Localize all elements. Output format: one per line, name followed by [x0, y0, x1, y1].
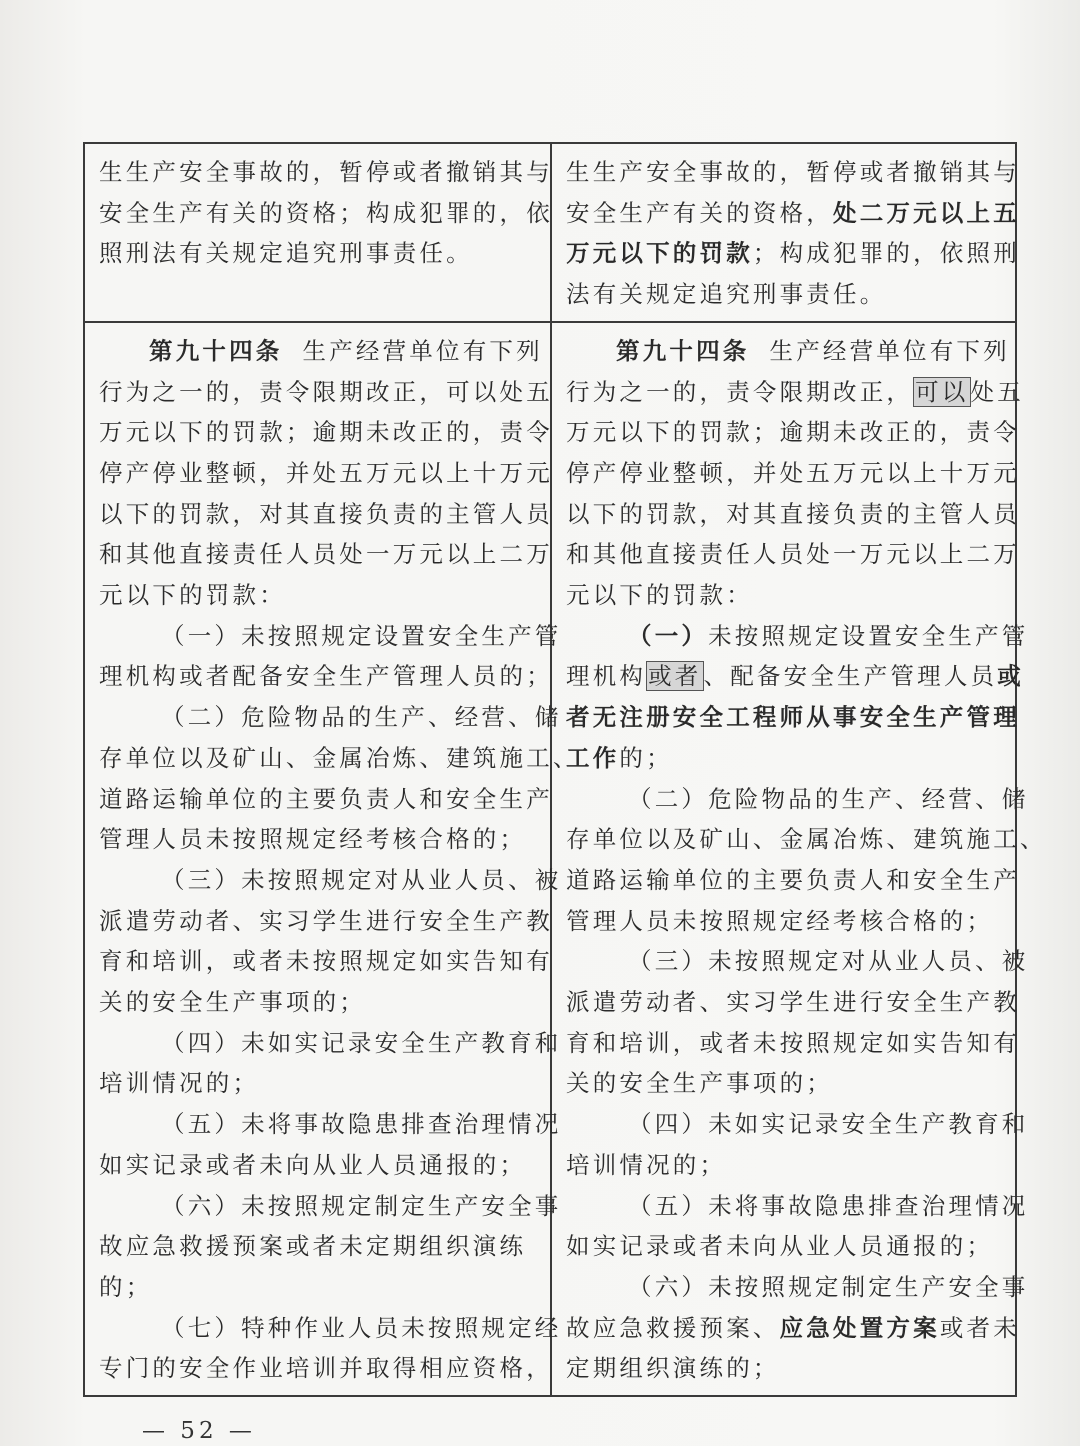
amended-text: 应急处置方案: [779, 1313, 940, 1342]
old-text-cell: [84, 143, 551, 322]
text-line: 理机构或者配备安全生产管理人员的；: [99, 662, 553, 691]
text-line: 照刑法有关规定追究刑事责任。: [99, 239, 473, 268]
text-line: [566, 193, 1020, 234]
comparison-table: [83, 142, 1047, 1397]
text-span: 安全生产有关的资格，: [566, 198, 833, 227]
text-line: 和其他直接责任人员处一万元以上二万: [99, 540, 553, 569]
text-line: （四）未如实记录安全生产教育和: [628, 1110, 1029, 1139]
highlighted-text: 可以: [915, 377, 969, 406]
text-line: 管理人员未按照规定经考核合格的；: [566, 906, 994, 935]
text-line: （二）危险物品的生产、经营、储: [628, 784, 1029, 813]
text-line: （二）危险物品的生产、经营、储: [161, 703, 562, 732]
text-line: 的；: [99, 1272, 153, 1301]
text-line: [566, 1308, 1020, 1349]
text-line: （一）未按照规定设置安全生产管: [161, 621, 562, 650]
text-span: 生产经营单位有下列: [302, 336, 543, 365]
table-row: [84, 322, 1016, 1396]
text-line: 行为之一的，责令限期改正，可以处五: [99, 377, 553, 406]
text-line: [566, 233, 1020, 274]
text-span: 、配备安全生产管理人员: [703, 662, 998, 691]
text-line: （七）特种作业人员未按照规定经: [161, 1313, 562, 1342]
text-line: 存单位以及矿山、金属冶炼、建筑施工、: [99, 743, 580, 772]
text-line: 故应急救援预案或者未定期组织演练: [99, 1232, 527, 1261]
text-line: 道路运输单位的主要负责人和安全生产: [566, 865, 1020, 894]
text-line: 关的安全生产事项的；: [99, 988, 366, 1017]
table-row: [84, 143, 1016, 322]
article-title: 第九十四条: [149, 336, 283, 365]
text-line: 以下的罚款，对其直接负责的主管人员: [99, 499, 553, 528]
text-line: 派遣劳动者、实习学生进行安全生产教: [99, 906, 553, 935]
text-line: （六）未按照规定制定生产安全事: [161, 1191, 562, 1220]
text-line: [99, 331, 543, 372]
text-line: 如实记录或者未向从业人员通报的；: [566, 1232, 994, 1261]
text-line: 元以下的罚款：: [566, 581, 753, 610]
text-span: ；构成犯罪的，依照刑: [752, 239, 1020, 268]
text-line: 法有关规定追究刑事责任。: [566, 280, 887, 309]
text-line: [566, 372, 1024, 413]
text-line: （三）未按照规定对从业人员、被: [161, 865, 562, 894]
new-text-cell: [551, 143, 1020, 322]
text-line: （五）未将事故隐患排查治理情况: [161, 1110, 562, 1139]
text-line: 停产停业整顿，并处五万元以上十万元: [566, 458, 1020, 487]
text-line: 培训情况的；: [99, 1069, 260, 1098]
new-text-cell: [551, 322, 1047, 1396]
text-span: 的；: [619, 743, 673, 772]
text-span: 处五: [970, 377, 1024, 406]
text-span: 行为之一的，责令限期改正，: [566, 377, 914, 406]
amended-text: 处二万元以上五: [833, 198, 1020, 227]
text-line: 和其他直接责任人员处一万元以上二万: [566, 540, 1020, 569]
text-line: [566, 656, 1024, 697]
amended-text: 万元以下的罚款: [566, 239, 753, 268]
text-line: 关的安全生产事项的；: [566, 1069, 833, 1098]
text-line: 管理人员未按照规定经考核合格的；: [99, 825, 527, 854]
text-span: 未按照规定设置安全生产管: [708, 621, 1029, 650]
text-span: 或者未: [939, 1313, 1020, 1342]
text-line: 派遣劳动者、实习学生进行安全生产教: [566, 988, 1020, 1017]
text-line: [566, 616, 1029, 657]
text-line: 生生产安全事故的，暂停或者撤销其与: [566, 158, 1020, 186]
text-span: 故应急救援预案、: [566, 1313, 780, 1342]
text-line: （三）未按照规定对从业人员、被: [628, 947, 1029, 976]
text-line: 培训情况的；: [566, 1150, 727, 1179]
text-line: 生生产安全事故的，暂停或者撤销其与: [99, 158, 553, 186]
text-line: 育和培训，或者未按照规定如实告知有: [99, 947, 553, 976]
text-line: 元以下的罚款：: [99, 581, 286, 610]
highlighted-text: 或者: [648, 662, 702, 691]
amended-text-line: 者无注册安全工程师从事安全生产管理: [566, 703, 1020, 732]
text-line: 万元以下的罚款；逾期未改正的，责令: [566, 418, 1020, 447]
text-line: 停产停业整顿，并处五万元以上十万元: [99, 458, 553, 487]
text-line: （五）未将事故隐患排查治理情况: [628, 1191, 1029, 1220]
text-line: [566, 738, 1003, 779]
text-line: （六）未按照规定制定生产安全事: [628, 1272, 1029, 1301]
text-line: 万元以下的罚款；逾期未改正的，责令: [99, 418, 553, 447]
text-line: 以下的罚款，对其直接负责的主管人员: [566, 499, 1020, 528]
text-span: 理机构: [566, 662, 647, 691]
text-line: 如实记录或者未向从业人员通报的；: [99, 1150, 527, 1179]
text-line: [566, 331, 1010, 372]
text-line: （四）未如实记录安全生产教育和: [161, 1028, 562, 1057]
old-text-cell: [84, 322, 580, 1396]
text-line: 育和培训，或者未按照规定如实告知有: [566, 1028, 1020, 1057]
text-line: 道路运输单位的主要负责人和安全生产: [99, 784, 553, 813]
text-line: 专门的安全作业培训并取得相应资格，: [99, 1354, 553, 1383]
amended-text: 工作: [566, 743, 620, 772]
text-span: 生产经营单位有下列: [769, 336, 1010, 365]
page-number: — 52 —: [142, 1418, 256, 1444]
text-line: 定期组织演练的；: [566, 1354, 780, 1383]
text-line: 存单位以及矿山、金属冶炼、建筑施工、: [566, 825, 1047, 854]
amended-text: （一）: [628, 621, 709, 650]
article-title: 第九十四条: [616, 336, 750, 365]
text-line: 安全生产有关的资格；构成犯罪的，依: [99, 198, 553, 227]
amended-text: 或: [997, 662, 1024, 691]
